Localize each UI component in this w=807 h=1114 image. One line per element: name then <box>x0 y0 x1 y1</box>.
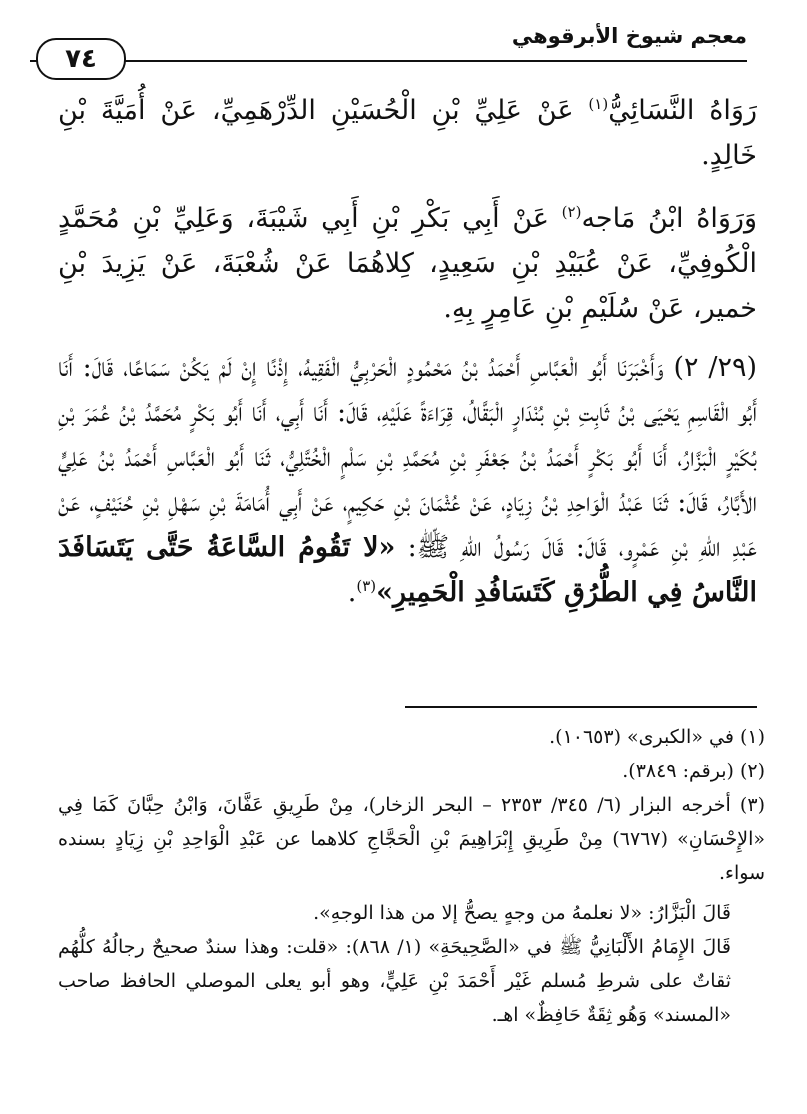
footnote-marker: (١) <box>588 95 609 113</box>
paragraph-end: . <box>347 577 357 608</box>
footnote-marker: (٢) <box>561 203 582 221</box>
main-text <box>58 88 757 629</box>
footnote-3: (٣) أخرجه البزار (٦/ ٣٤٥/ ٢٣٥٣ – البحر الزخار)، مِنْ طَرِيقِ عَفَّانَ، وَابْنُ حِبَّانَ كَمَا فِي «الإِحْسَانِ» (٦٧٦٧) مِنْ طَرِيقِ إِبْرَاهِيمَ بْنِ الْحَجَّاجِ كلاهما عن عَبْدِ الْوَاحِدِ بْنِ زِيَادٍ بسنده سواء. <box>58 794 765 884</box>
footnote-1: (١) في «الكبرى» (١٠٦٥٣). <box>549 726 765 748</box>
hadith-text: «لا تَقُومُ السَّاعَةُ حَتَّى يَتَسَافَدَ النَّاسُ فِي الطُّرُقِ كَتَسَافُدِ الْحَمِيرِ» <box>58 532 757 608</box>
paragraph-hadith-29 <box>58 345 757 615</box>
paragraph-nasai <box>58 88 757 178</box>
paragraph-text: عَنْ عَلِيِّ بْنِ الْحُسَيْنِ الدِّرْهَمِيِّ، عَنْ أُمَيَّةَ بْنِ خَالِدٍ. <box>58 95 757 171</box>
header-rule <box>30 60 747 62</box>
page-header <box>30 18 747 74</box>
footnote-divider <box>405 706 757 708</box>
footnote-marker: (٣) <box>356 577 377 595</box>
footnote-3-albani: قَالَ الإِمَامُ الأَلْبَانِيُّ ﷺ في «الصَّحِيحَةِ» (١/ ٨٦٨): «قلت: وهذا سندٌ صحيحٌ رجالُهُ كلُّهُم ثقاتٌ على شرطِ مُسلم غَيْر أَحْمَدَ بْنِ عَلِيٍّ، وهو أبو يعلى الموصلي الحافظ صاحب «المسند» وَهُو ثِقَةٌ حَافِظٌ» اهـ. <box>58 936 731 1026</box>
running-title: معجم شيوخ الأبرقوهي <box>511 24 747 48</box>
paragraph-text: عَنْ أَبِي بَكْرِ بْنِ أَبِي شَيْبَةَ، وَعَلِيِّ بْنِ مُحَمَّدٍ الْكُوفِيِّ، عَنْ عُبَيْدِ بْنِ سَعِيدٍ، كِلاهُمَا عَنْ شُعْبَةَ، عَنْ يَزِيدَ بْنِ خمير، عَنْ سُلَيْمِ بْنِ عَامِرٍ بِهِ. <box>58 203 757 324</box>
isnad-text: (٢٩/ ٢) وَأَخْبَرَنَا أَبُو الْعَبَّاسِ أَحْمَدُ بْنُ مَحْمُودٍ الْحَرْبِيُّ الْفَقِيهُ، إِذْنًا إِنْ لَمْ يَكُنْ سَمَاعًا، قَالَ: أَنَا أَبُو الْقَاسِمِ يَحْيَى بْنُ ثَابِتِ بْنِ بُنْدَارٍ الْبَقَّالُ، قِرَاءَةً عَلَيْهِ، قَالَ: أَنَا أَبِي، أَنَا أَبُو بَكْرٍ مُحَمَّدُ بْنُ عُمَرَ بْنِ بُكَيْرٍ الْبَزَّارُ، أَنَا أَبُو بَكْرٍ أَحْمَدُ بْنُ جَعْفَرِ بْنِ مُحَمَّدِ بْنِ سَلْمٍ الْخُتَّلِيُّ، ثَنَا أَبُو الْعَبَّاسِ أَحْمَدُ بْنُ عَلِيٍّ الأَبَّارُ، قَالَ: ثَنَا عَبْدُ الْوَاحِدِ بْنُ زِيَادٍ، عَنْ عُثْمَانَ بْنِ حَكِيمٍ، عَنْ أَبِي أُمَامَةَ بْنِ سَهْلِ بْنِ حُنَيْفٍ، عَنْ عَبْدِ اللهِ بْنِ عَمْرٍو، قَالَ: قَالَ رَسُولُ اللهِ ﷺ: <box>58 352 757 563</box>
paragraph-text: وَرَوَاهُ ابْنُ مَاجه <box>581 203 758 234</box>
paragraph-ibn-majah <box>58 196 757 331</box>
paragraph-text: رَوَاهُ النَّسَائِيُّ <box>608 95 757 126</box>
footnote-3-bazzar: قَالَ الْبَزَّارُ: «لا نعلمهُ من وجهٍ يصحُّ إلا من هذا الوجهِ». <box>313 902 731 924</box>
footnote-2: (٢) (برقم: ٣٨٤٩). <box>622 760 765 782</box>
footnotes <box>58 720 765 1032</box>
page-number-badge: ٧٤ <box>36 38 126 80</box>
